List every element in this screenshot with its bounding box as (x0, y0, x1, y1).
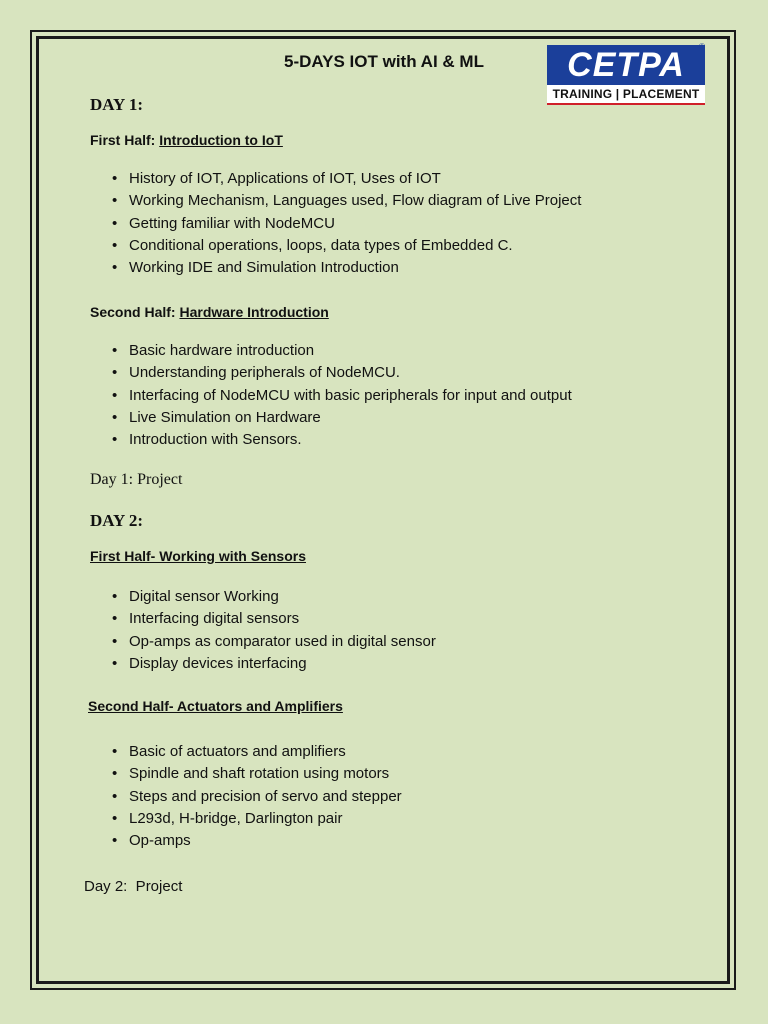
topic-list (112, 168, 581, 279)
day-project: Day 2: Project (84, 878, 183, 895)
list-item: • Conditional operations, loops, data types of Embedded C. (112, 235, 581, 257)
section-heading (90, 132, 283, 148)
list-item: • L293d, H-bridge, Darlington pair (112, 808, 402, 830)
document-title: 5-DAYS IOT with AI & ML (284, 52, 484, 71)
section-prefix: Second Half: (90, 304, 180, 320)
topic-list (112, 586, 436, 675)
section-heading (88, 698, 343, 714)
cetpa-logo (547, 42, 707, 105)
list-item: • Spindle and shaft rotation using motors (112, 763, 402, 785)
list-item: • Interfacing digital sensors (112, 608, 436, 630)
logo-registered-mark: ® (699, 42, 705, 51)
list-item: • Digital sensor Working (112, 586, 436, 608)
section-topic: First Half- Working with Sensors (90, 548, 306, 564)
section-heading (90, 548, 306, 564)
logo-wordmark: CETPA (567, 46, 685, 84)
day-heading: DAY 1: (90, 95, 144, 114)
list-item: • Working IDE and Simulation Introduction (112, 257, 581, 279)
section-topic: Hardware Introduction (179, 304, 329, 320)
list-item: • Working Mechanism, Languages used, Flow diagram of Live Project (112, 190, 581, 212)
topic-list (112, 340, 572, 451)
topic-list (112, 741, 402, 852)
list-item: • History of IOT, Applications of IOT, Uses of IOT (112, 168, 581, 190)
section-topic: Second Half- Actuators and Amplifiers (88, 698, 343, 714)
list-item: • Basic hardware introduction (112, 340, 572, 362)
logo-tagline: TRAINING | PLACEMENT (552, 87, 700, 101)
list-item: • Introduction with Sensors. (112, 429, 572, 451)
list-item: • Steps and precision of servo and stepper (112, 786, 402, 808)
list-item: • Getting familiar with NodeMCU (112, 213, 581, 235)
list-item: • Op-amps as comparator used in digital sensor (112, 631, 436, 653)
list-item: • Interfacing of NodeMCU with basic peripherals for input and output (112, 385, 572, 407)
day-heading: DAY 2: (90, 511, 144, 530)
list-item: • Basic of actuators and amplifiers (112, 741, 402, 763)
day-project: Day 1: Project (90, 471, 183, 488)
list-item: • Understanding peripherals of NodeMCU. (112, 362, 572, 384)
list-item: • Live Simulation on Hardware (112, 407, 572, 429)
list-item: • Op-amps (112, 830, 402, 852)
section-topic: Introduction to IoT (159, 132, 283, 148)
section-heading (90, 304, 329, 320)
list-item: • Display devices interfacing (112, 653, 436, 675)
section-prefix: First Half: (90, 132, 160, 148)
